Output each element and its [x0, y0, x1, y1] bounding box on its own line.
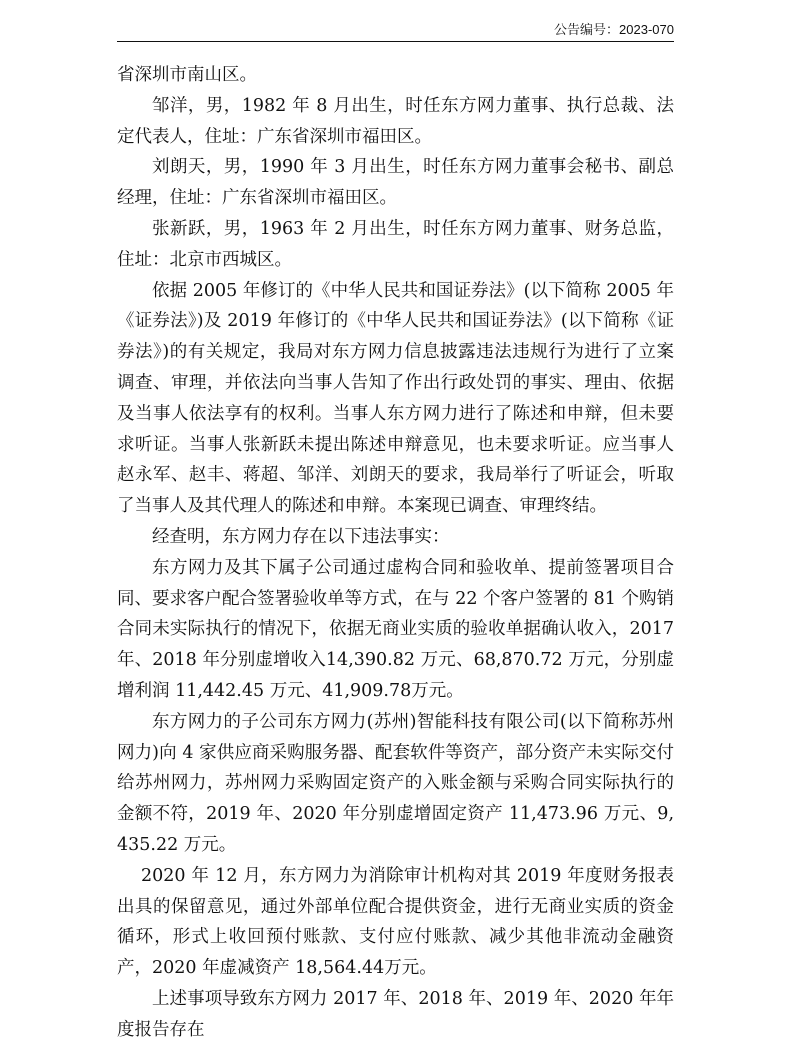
text-line: 东方网力及其下属子公司通过虚构合同和验收单、提前签署项目合同、要求	[117, 557, 674, 609]
paragraph	[117, 91, 674, 153]
text-line: 依据 2005 年修订的《中华人民共和国证券法》(以下简称 2005 年《证券法》)	[117, 280, 674, 332]
text-line: 邹洋，男，1982 年 8 月出生，时任东方网力董事、执行总裁、法定代表人，	[117, 95, 674, 147]
text-line: 付账款、支付应付账款、减少其他非流动金融资产，2020 年虚减资产 18,564.44	[117, 927, 675, 979]
text-line: 址：广东省深圳市福田区。	[187, 188, 397, 209]
text-line: 万元。	[411, 680, 464, 701]
text-line: 经查明，东方网力存在以下违法事实：	[152, 526, 450, 547]
text-line: 东方网力的子公司东方网力(苏州)智能科技有限公司(以下简称苏州网力)	[117, 711, 674, 763]
text-line: 14,390.82 万元、68,870.72 万元，分别虚增利润 11,442.45 万元、41,909.78	[117, 650, 674, 701]
paragraph	[117, 861, 674, 984]
paragraph	[117, 522, 674, 553]
text-line: 意见，通过外部单位配合提供资金，进行无商业实质的资金循环，形式上收回预	[117, 896, 675, 948]
text-line: 及 2019 年修订的《中华人民共和国证券法》(以下简称《证券法》)的有关规定，	[117, 311, 674, 363]
paragraph	[117, 276, 674, 522]
paragraph	[117, 152, 674, 214]
text-line: 告知了作出行政处罚的事实、理由、依据及当事人依法享有的权利。当事人东方	[117, 372, 675, 424]
text-line: 刘朗天，男，1990 年 3 月出生，时任东方网力董事会秘书、副总经理，住	[117, 157, 674, 209]
notice-number: 公告编号：2023-070	[554, 22, 674, 37]
paragraph	[117, 553, 674, 707]
paragraph	[117, 60, 674, 91]
text-line: 客户配合签署验收单等方式，在与 22 个客户签署的 81 个购销合同未实际执行的	[117, 588, 674, 640]
text-line: 张新跃，男，1963 年 2 月出生，时任东方网力董事、财务总监，住址：北	[117, 218, 674, 270]
paragraph	[117, 707, 674, 861]
text-line: 万元。	[384, 958, 437, 979]
text-line: 省深圳市南山区。	[117, 65, 257, 85]
text-line: 我局对东方网力信息披露违法违规行为进行了立案调查、审理，并依法向当事人	[117, 342, 674, 393]
paragraph	[117, 984, 674, 1046]
text-line: 情况下，依据无商业实质的验收单据确认收入，2017 年、2018 年分别虚增收入	[117, 619, 674, 671]
text-line: 2020 年 12 月，东方网力为消除审计机构对其 2019 年度财务报表出具的保留	[117, 865, 674, 917]
header-divider	[117, 41, 674, 42]
text-line: 网力进行了陈述和申辩，但未要求听证。当事人张新跃未提出陈述申辩意见，也	[117, 403, 675, 455]
text-line: 2020 年分别虚增固定资产 11,473.96 万元、9,435.22 万元。	[117, 804, 675, 855]
text-line: 住址：广东省深圳市福田区。	[204, 126, 432, 147]
document-body	[117, 60, 674, 1056]
paragraph	[117, 214, 674, 276]
text-line: 听证会，听取了当事人及其代理人的陈述和申辩。本案现已调查、审理终结。	[117, 465, 675, 517]
text-line: 向 4 家供应商采购服务器、配套软件等资产，部分资产未实际交付给苏州网力，	[117, 742, 674, 794]
text-line: 未要求听证。应当事人赵永军、赵丰、蒋超、邹洋、刘朗天的要求，我局举行了	[117, 434, 675, 486]
text-line: 京市西城区。	[187, 249, 292, 270]
text-line: 苏州网力采购固定资产的入账金额与采购合同实际执行的金额不符，2019 年、	[117, 773, 675, 825]
page-header	[117, 0, 674, 41]
text-line: 上述事项导致东方网力 2017 年、2018 年、2019 年、2020 年年度报告存在	[117, 988, 674, 1040]
